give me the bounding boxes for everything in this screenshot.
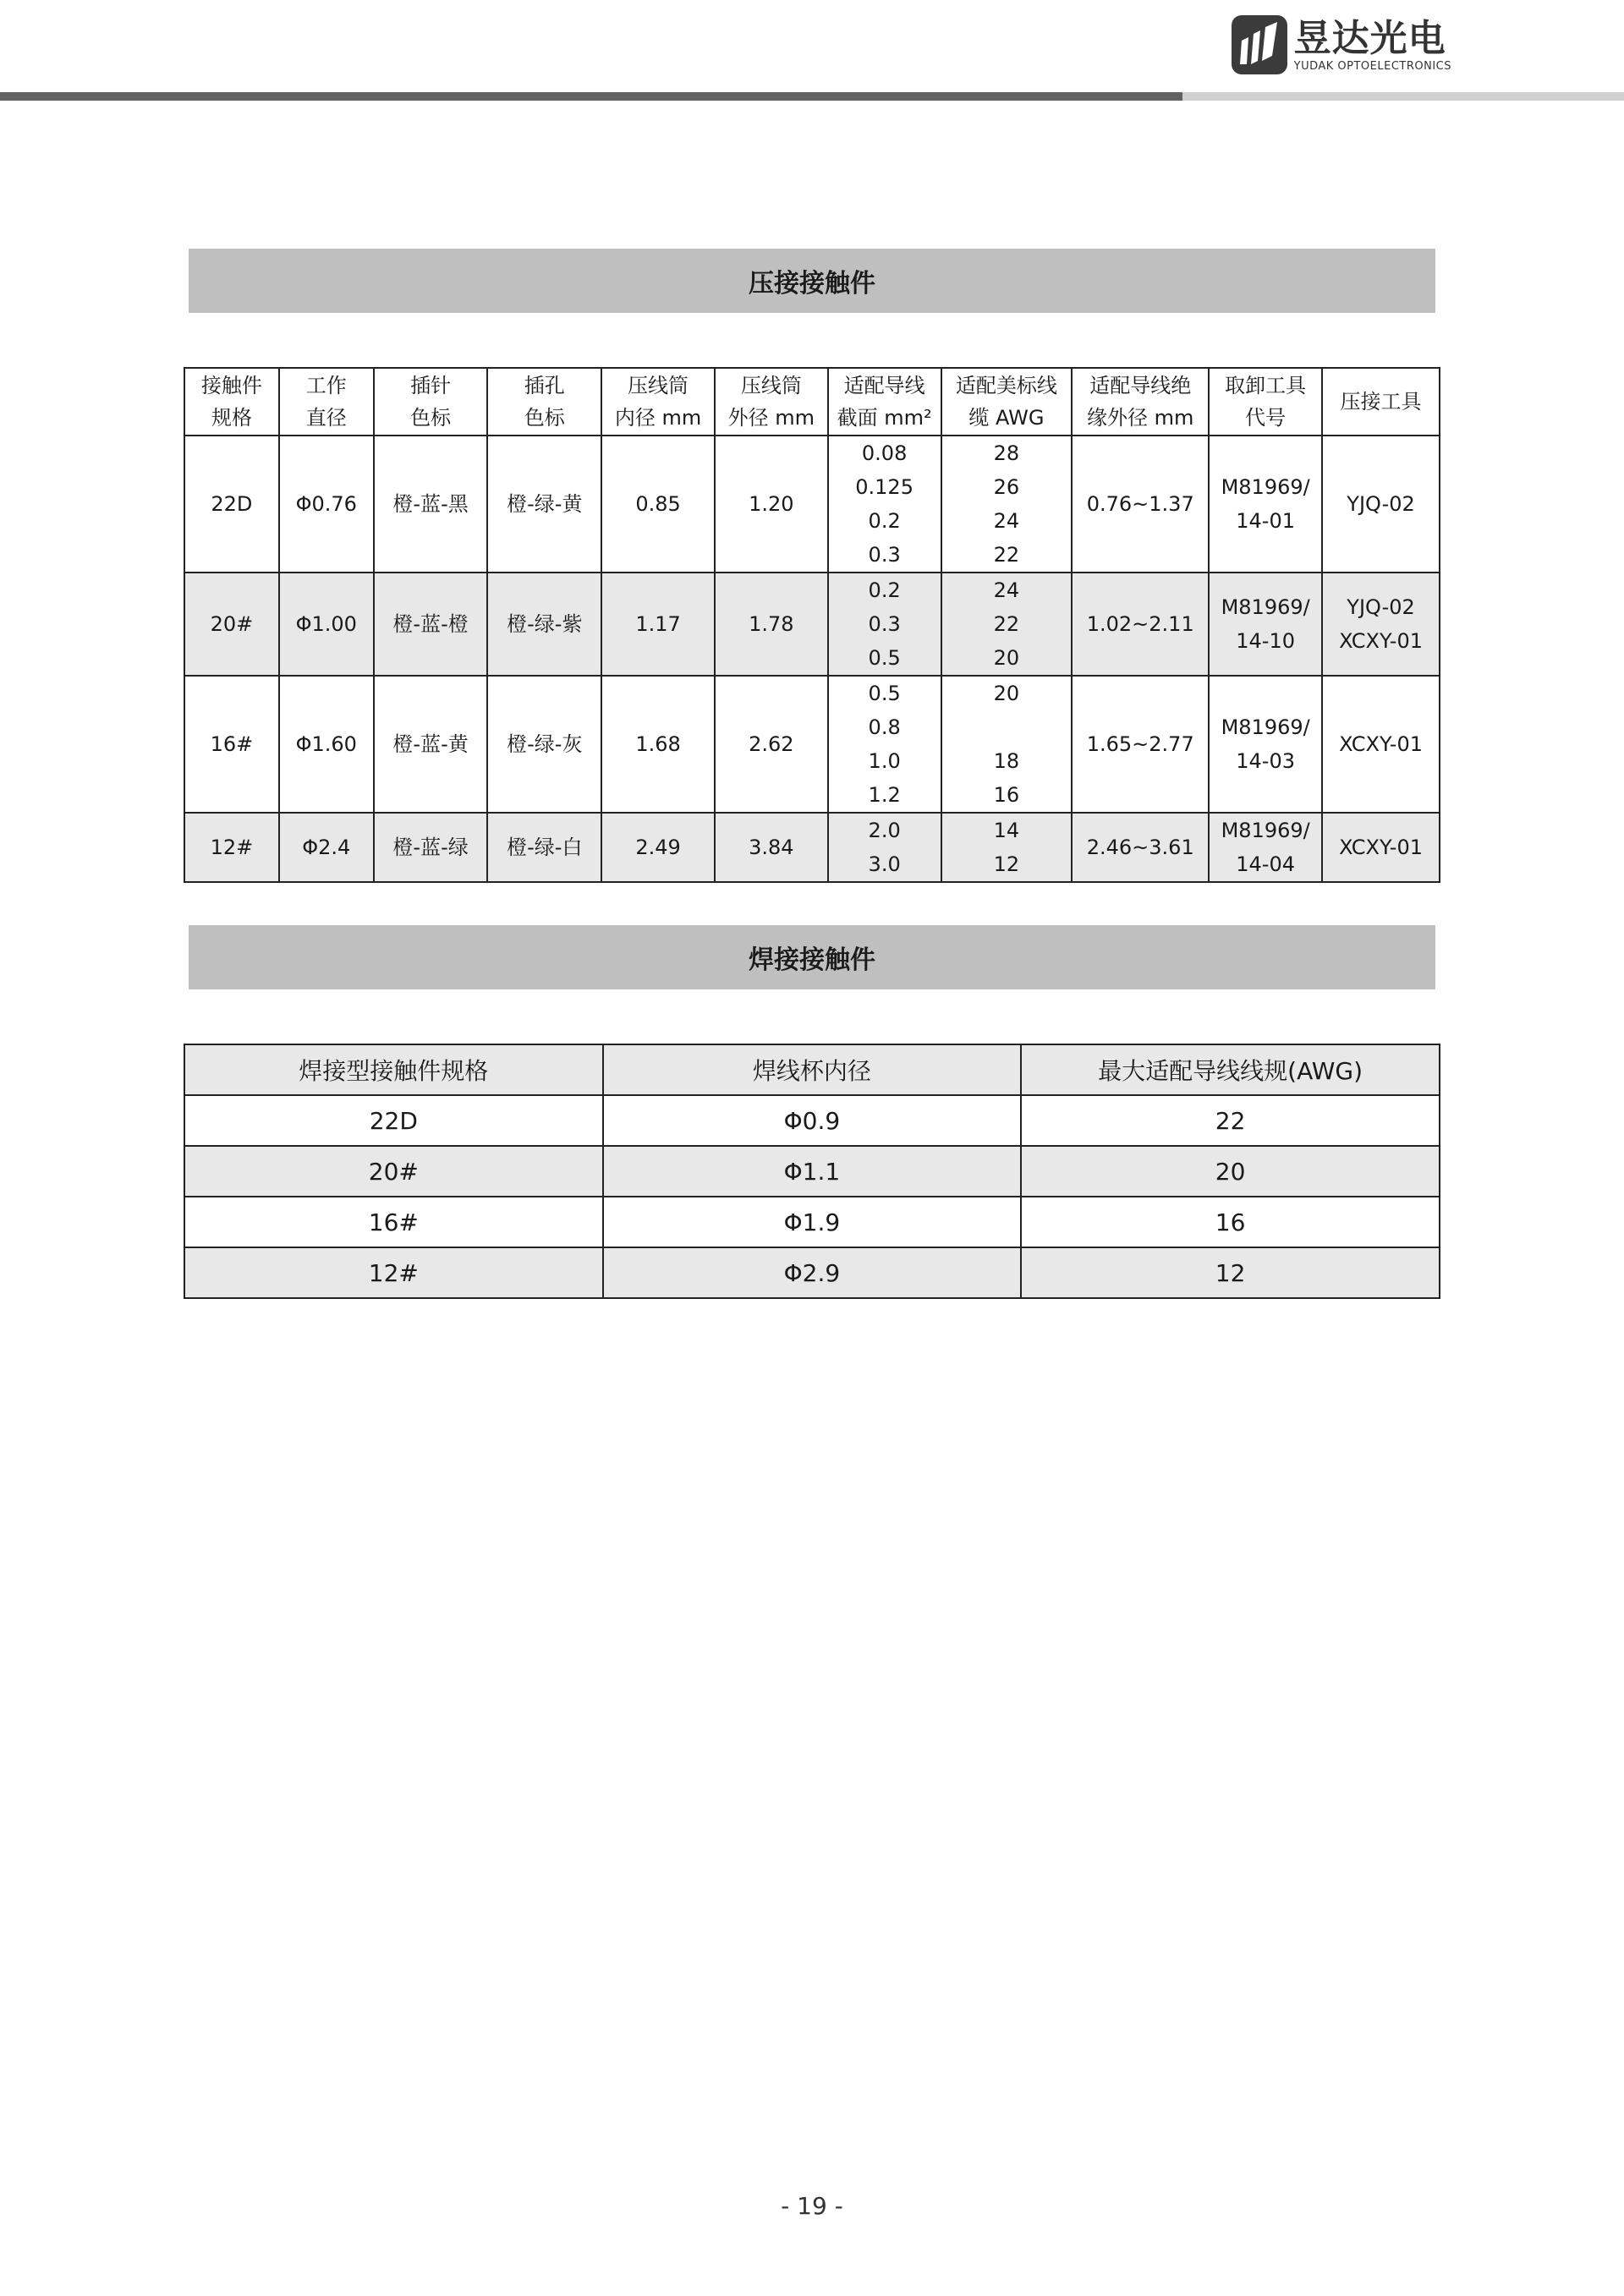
crimp-header-line: 适配导线: [843, 374, 925, 397]
header-rule-dark: [0, 92, 1182, 101]
crimp-cell-line: 3.0: [868, 852, 901, 876]
crimp-cell-line: 26: [993, 475, 1020, 499]
crimp-cell-insul: 1.65~2.77: [1072, 676, 1209, 813]
company-logo: [1230, 12, 1451, 78]
solder-table-row: [184, 1095, 1440, 1146]
solder-cell-cup-dia: Φ1.1: [603, 1146, 1022, 1197]
crimp-header-line: 接触件: [200, 374, 262, 397]
crimp-cell-line: 0.08: [861, 441, 908, 465]
crimp-header-line: 色标: [524, 406, 565, 430]
crimp-table-row: [184, 436, 1440, 573]
crimp-cell-inner: 2.49: [601, 813, 715, 882]
solder-cell-spec: 12#: [184, 1247, 603, 1298]
crimp-cell-line: YJQ-02: [1347, 595, 1415, 619]
crimp-cell-inner: 1.17: [601, 573, 715, 676]
crimp-cell-line: YJQ-02: [1347, 492, 1415, 516]
crimp-header-line: 内径 mm: [614, 406, 702, 430]
crimp-header-line: 插孔: [524, 374, 565, 397]
crimp-header-line: 规格: [211, 406, 252, 430]
crimp-header-line: 色标: [410, 406, 452, 430]
crimp-cell-socket: 橙-绿-紫: [487, 573, 601, 676]
crimp-cell-inner: 1.68: [601, 676, 715, 813]
crimp-cell-socket: 橙-绿-黄: [487, 436, 601, 573]
crimp-header-socket-color: [487, 368, 601, 436]
crimp-header-line: 工作: [305, 374, 347, 397]
crimp-section-title: 压接接触件: [189, 249, 1435, 313]
solder-header-spec: 焊接型接触件规格: [184, 1044, 603, 1095]
logo-text-en: YUDAK OPTOELECTRONICS: [1293, 59, 1451, 73]
crimp-table-row: [184, 573, 1440, 676]
crimp-cell-insul: 1.02~2.11: [1072, 573, 1209, 676]
crimp-cell-line: 18: [993, 749, 1020, 773]
crimp-cell-line: 22: [993, 543, 1020, 567]
crimp-cell-dia: Φ1.00: [279, 573, 374, 676]
crimp-cell-line: M81969/: [1221, 595, 1310, 619]
crimp-cell-line: M81969/: [1221, 475, 1310, 499]
crimp-header-awg: [941, 368, 1073, 436]
crimp-header-line: 适配导线绝: [1089, 374, 1192, 397]
crimp-header-extract-tool: [1209, 368, 1322, 436]
crimp-cell-extract: [1209, 676, 1322, 813]
solder-table-row: [184, 1197, 1440, 1247]
crimp-cell-line: XCXY-01: [1339, 836, 1423, 859]
crimp-table-row: [184, 813, 1440, 882]
solder-table-row: [184, 1146, 1440, 1197]
crimp-cell-line: 1.2: [868, 783, 901, 807]
crimp-cell-pin: 橙-蓝-橙: [374, 573, 488, 676]
solder-cell-cup-dia: Φ2.9: [603, 1247, 1022, 1298]
crimp-cell-line: 28: [993, 441, 1020, 465]
crimp-cell-extract: [1209, 436, 1322, 573]
crimp-header-line: 截面 mm²: [837, 406, 932, 430]
crimp-cell-outer: 2.62: [715, 676, 828, 813]
crimp-header-outer-dia: [715, 368, 828, 436]
crimp-contacts-table: [184, 367, 1440, 883]
crimp-cell-line: 14-04: [1236, 852, 1296, 876]
crimp-header-dia: [279, 368, 374, 436]
crimp-table-row: [184, 676, 1440, 813]
solder-cell-cup-dia: Φ0.9: [603, 1095, 1022, 1146]
crimp-cell-section: [828, 573, 941, 676]
crimp-cell-pin: 橙-蓝-黑: [374, 436, 488, 573]
crimp-cell-extract: [1209, 813, 1322, 882]
crimp-cell-dia: Φ0.76: [279, 436, 374, 573]
crimp-header-line: 压接工具: [1340, 390, 1422, 414]
crimp-cell-line: 1.0: [868, 749, 901, 773]
crimp-header-line: 取卸工具: [1225, 374, 1307, 397]
crimp-header-crimp-tool: [1322, 368, 1440, 436]
crimp-cell-insul: 2.46~3.61: [1072, 813, 1209, 882]
crimp-cell-line: 2.0: [868, 819, 901, 842]
crimp-cell-outer: 1.78: [715, 573, 828, 676]
crimp-cell-spec: 12#: [184, 813, 279, 882]
crimp-header-insulation-od: [1072, 368, 1209, 436]
crimp-cell-insul: 0.76~1.37: [1072, 436, 1209, 573]
crimp-cell-outer: 3.84: [715, 813, 828, 882]
crimp-cell-spec: 22D: [184, 436, 279, 573]
crimp-header-line: 外径 mm: [727, 406, 815, 430]
header-rule-light: [1182, 92, 1624, 101]
crimp-cell-awg: [941, 436, 1073, 573]
crimp-cell-line: 20: [993, 646, 1020, 670]
solder-cell-awg: 16: [1021, 1197, 1440, 1247]
crimp-cell-awg: [941, 676, 1073, 813]
crimp-cell-line: XCXY-01: [1339, 629, 1423, 653]
crimp-header-line: 直径: [305, 406, 347, 430]
crimp-cell-line: M81969/: [1221, 819, 1310, 842]
crimp-cell-crimp-tool: [1322, 436, 1440, 573]
crimp-cell-line: XCXY-01: [1339, 732, 1423, 756]
crimp-header-spec: [184, 368, 279, 436]
crimp-cell-spec: 20#: [184, 573, 279, 676]
crimp-cell-line: 12: [993, 852, 1020, 876]
crimp-cell-line: 0.3: [868, 543, 901, 567]
crimp-cell-line: 0.125: [855, 475, 914, 499]
solder-table-row: [184, 1247, 1440, 1298]
crimp-cell-pin: 橙-蓝-绿: [374, 813, 488, 882]
crimp-header-line: 缘外径 mm: [1087, 406, 1194, 430]
solder-cell-awg: 12: [1021, 1247, 1440, 1298]
crimp-cell-line: 20: [993, 682, 1020, 705]
solder-header-awg: 最大适配导线线规(AWG): [1021, 1044, 1440, 1095]
solder-cell-awg: 20: [1021, 1146, 1440, 1197]
solder-cell-awg: 22: [1021, 1095, 1440, 1146]
crimp-cell-line: 14-01: [1236, 509, 1296, 533]
crimp-cell-section: [828, 436, 941, 573]
crimp-cell-line: 0.2: [868, 509, 901, 533]
crimp-header-line: 插针: [410, 374, 452, 397]
crimp-cell-line: 24: [993, 509, 1020, 533]
solder-cell-cup-dia: Φ1.9: [603, 1197, 1022, 1247]
solder-cell-spec: 16#: [184, 1197, 603, 1247]
crimp-cell-line: 14: [993, 819, 1020, 842]
crimp-cell-dia: Φ1.60: [279, 676, 374, 813]
yudak-logo-icon: [1230, 12, 1289, 78]
crimp-cell-section: [828, 676, 941, 813]
crimp-cell-line: M81969/: [1221, 715, 1310, 739]
crimp-cell-crimp-tool: [1322, 573, 1440, 676]
crimp-table-header-row: [184, 368, 1440, 436]
solder-header-cup-dia: 焊线杯内径: [603, 1044, 1022, 1095]
crimp-cell-section: [828, 813, 941, 882]
crimp-header-wire-section: [828, 368, 941, 436]
solder-cell-spec: 22D: [184, 1095, 603, 1146]
crimp-cell-line: 16: [993, 783, 1020, 807]
crimp-cell-line: 22: [993, 612, 1020, 636]
crimp-cell-spec: 16#: [184, 676, 279, 813]
crimp-cell-line: 0.8: [868, 715, 901, 739]
crimp-cell-inner: 0.85: [601, 436, 715, 573]
crimp-header-line: 适配美标线: [955, 374, 1057, 397]
crimp-header-inner-dia: [601, 368, 715, 436]
crimp-cell-pin: 橙-蓝-黄: [374, 676, 488, 813]
crimp-cell-socket: 橙-绿-白: [487, 813, 601, 882]
crimp-cell-awg: [941, 813, 1073, 882]
solder-section-title: 焊接接触件: [189, 925, 1435, 989]
crimp-cell-outer: 1.20: [715, 436, 828, 573]
crimp-cell-line: 0.5: [868, 682, 901, 705]
crimp-cell-crimp-tool: [1322, 813, 1440, 882]
solder-contacts-table: [184, 1044, 1440, 1299]
crimp-header-line: 压线筒: [740, 374, 802, 397]
crimp-cell-awg: [941, 573, 1073, 676]
crimp-cell-line: 14-10: [1236, 629, 1296, 653]
solder-cell-spec: 20#: [184, 1146, 603, 1197]
crimp-header-line: 代号: [1245, 406, 1287, 430]
solder-table-header-row: [184, 1044, 1440, 1095]
page-number: - 19 -: [781, 2192, 843, 2220]
logo-text-cn: 昱达光电: [1293, 16, 1446, 60]
crimp-cell-dia: Φ2.4: [279, 813, 374, 882]
crimp-header-pin-color: [374, 368, 488, 436]
crimp-cell-line: 0.5: [868, 646, 901, 670]
crimp-header-line: 缆 AWG: [968, 406, 1045, 430]
crimp-header-line: 压线筒: [628, 374, 689, 397]
crimp-cell-line: 0.2: [868, 578, 901, 602]
crimp-cell-socket: 橙-绿-灰: [487, 676, 601, 813]
crimp-cell-line: 14-03: [1236, 749, 1296, 773]
crimp-cell-extract: [1209, 573, 1322, 676]
crimp-cell-line: 0.3: [868, 612, 901, 636]
crimp-cell-crimp-tool: [1322, 676, 1440, 813]
crimp-cell-line: 24: [993, 578, 1020, 602]
crimp-cell-line: [942, 710, 1072, 744]
